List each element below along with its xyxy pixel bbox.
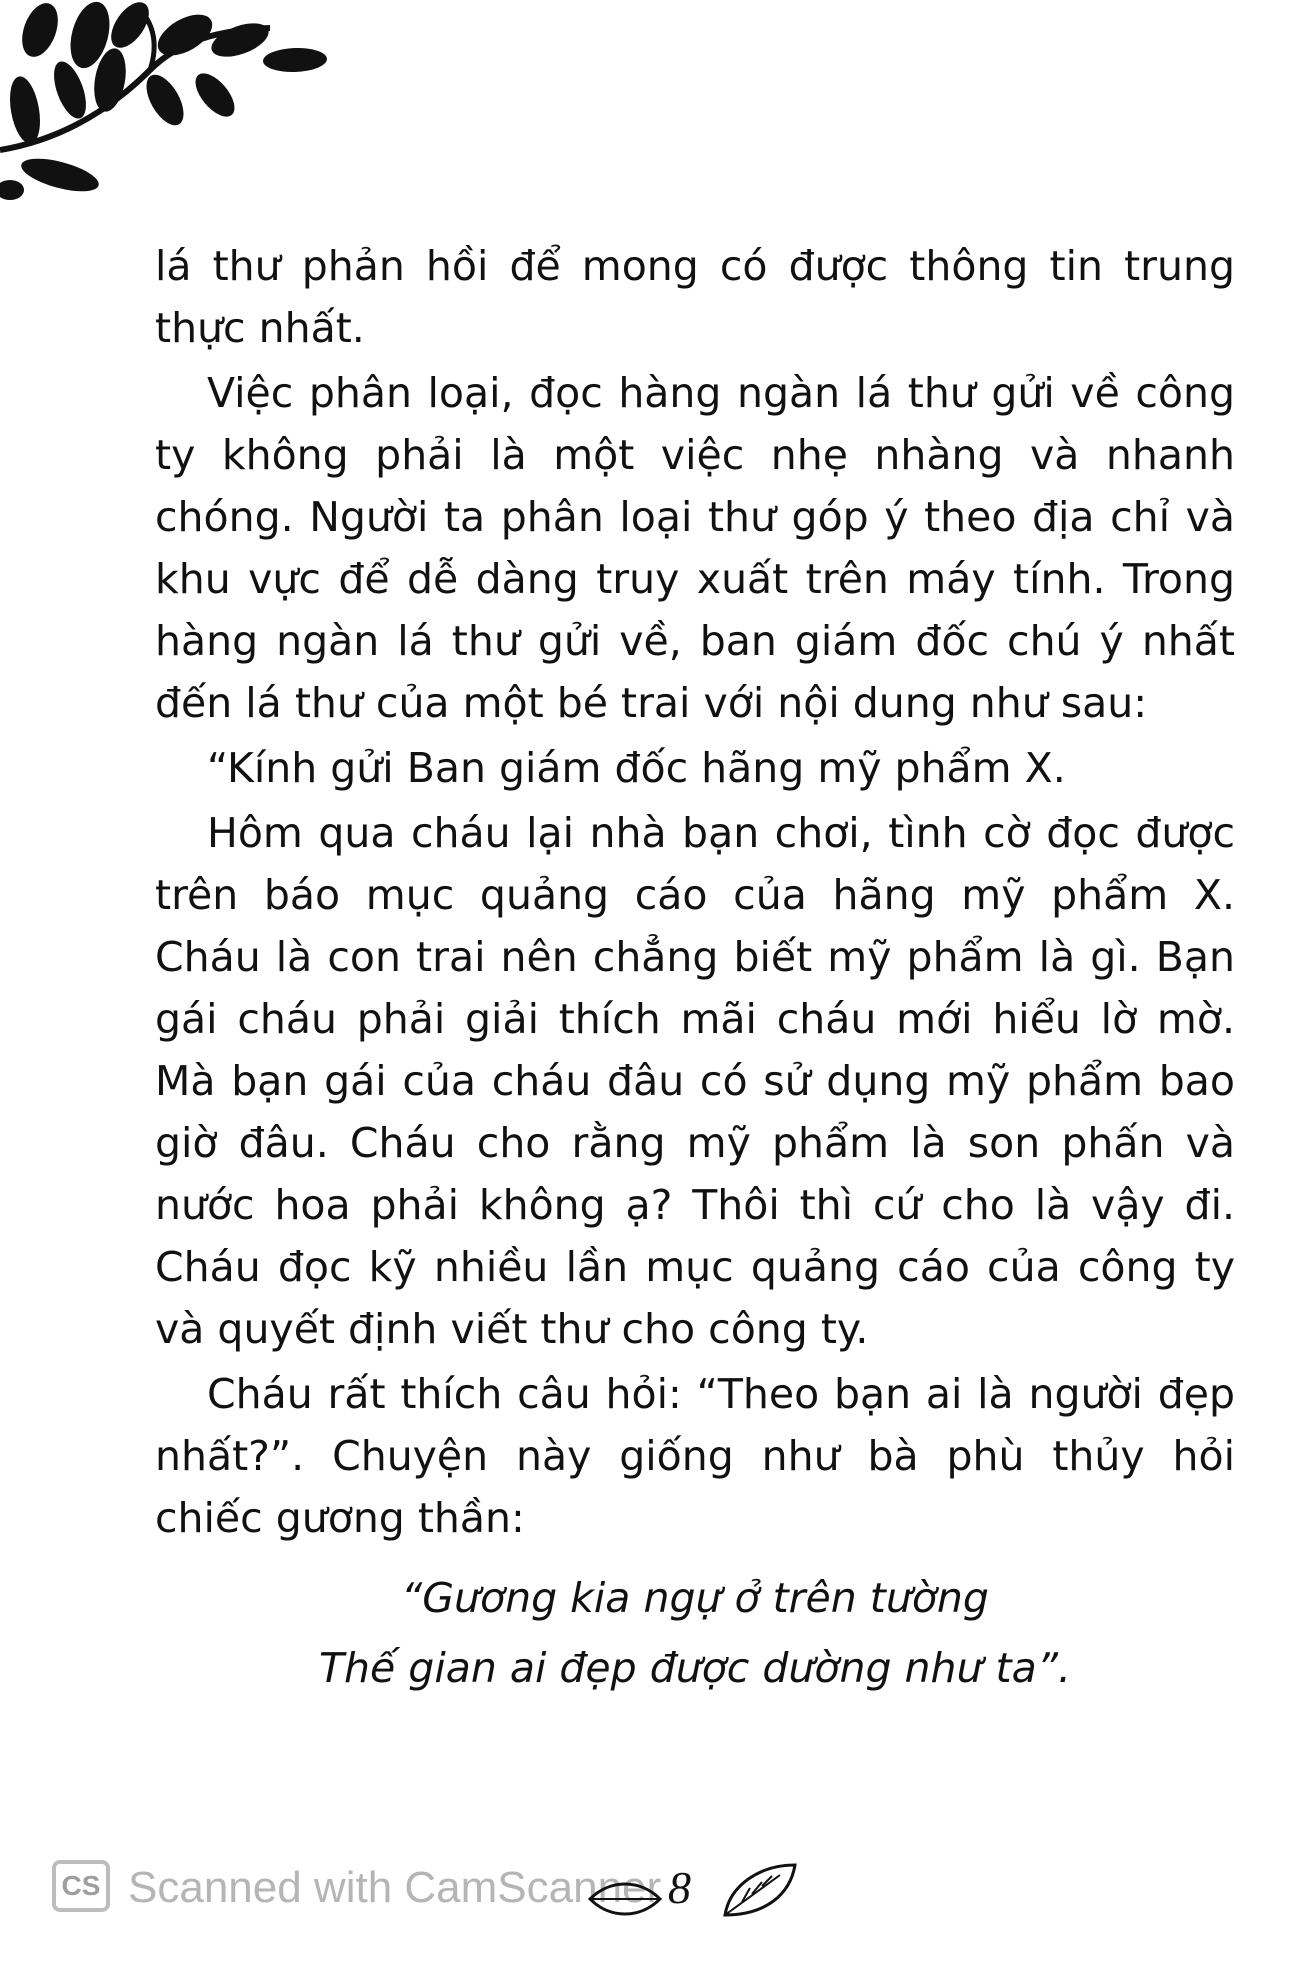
leaf-icon xyxy=(585,1874,665,1924)
leaf-branch-ornament xyxy=(0,0,400,210)
camscanner-logo: CS xyxy=(52,1860,110,1912)
page-footer xyxy=(0,1860,1312,1940)
page-number: 8 xyxy=(668,1862,691,1913)
paragraph: “Kính gửi Ban giám đốc hãng mỹ phẩm X. xyxy=(207,744,1066,792)
paragraph: Việc phân loại, đọc hàng ngàn lá thư gửi về công ty không phải là một việc nhẹ nhàng và nhanh chóng. Người ta phân loại thư góp ý theo địa chỉ và khu vực để dễ dàng truy xuất trên máy tính. Trong hàng ngàn lá thư gửi về, ban giám đốc chú ý nhất đến lá thư của một bé trai với nội dung như sau: xyxy=(155,369,1235,727)
paragraph: Hôm qua cháu lại nhà bạn chơi, tình cờ đọc được trên báo mục quảng cáo của hãng mỹ phẩm X. Cháu là con trai nên chẳng biết mỹ phẩm là gì. Bạn gái cháu phải giải thích mãi cháu mới hiểu lờ mờ. Mà bạn gái của cháu đâu có sử dụng mỹ phẩm bao giờ đâu. Cháu cho rằng mỹ phẩm là son phấn và nước hoa phải không ạ? Thôi thì cứ cho là vậy đi. Cháu đọc kỹ nhiều lần mục quảng cáo của công ty và quyết định viết thư cho công ty. xyxy=(155,809,1235,1353)
poem-line: “Gương kia ngự ở trên tường xyxy=(401,1574,989,1622)
paragraph: Cháu rất thích câu hỏi: “Theo bạn ai là người đẹp nhất?”. Chuyện này giống như bà phù thủy hỏi chiếc gương thần: xyxy=(155,1370,1235,1542)
scanner-watermark: Scanned with CamScanner xyxy=(128,1863,662,1912)
poem-quote xyxy=(155,1563,1235,1703)
page-body xyxy=(155,235,1235,1703)
paragraph: lá thư phản hồi để mong có được thông tin trung thực nhất. xyxy=(155,242,1235,352)
leaf-icon xyxy=(720,1860,800,1920)
poem-line: Thế gian ai đẹp được dường như ta”. xyxy=(319,1644,1071,1692)
